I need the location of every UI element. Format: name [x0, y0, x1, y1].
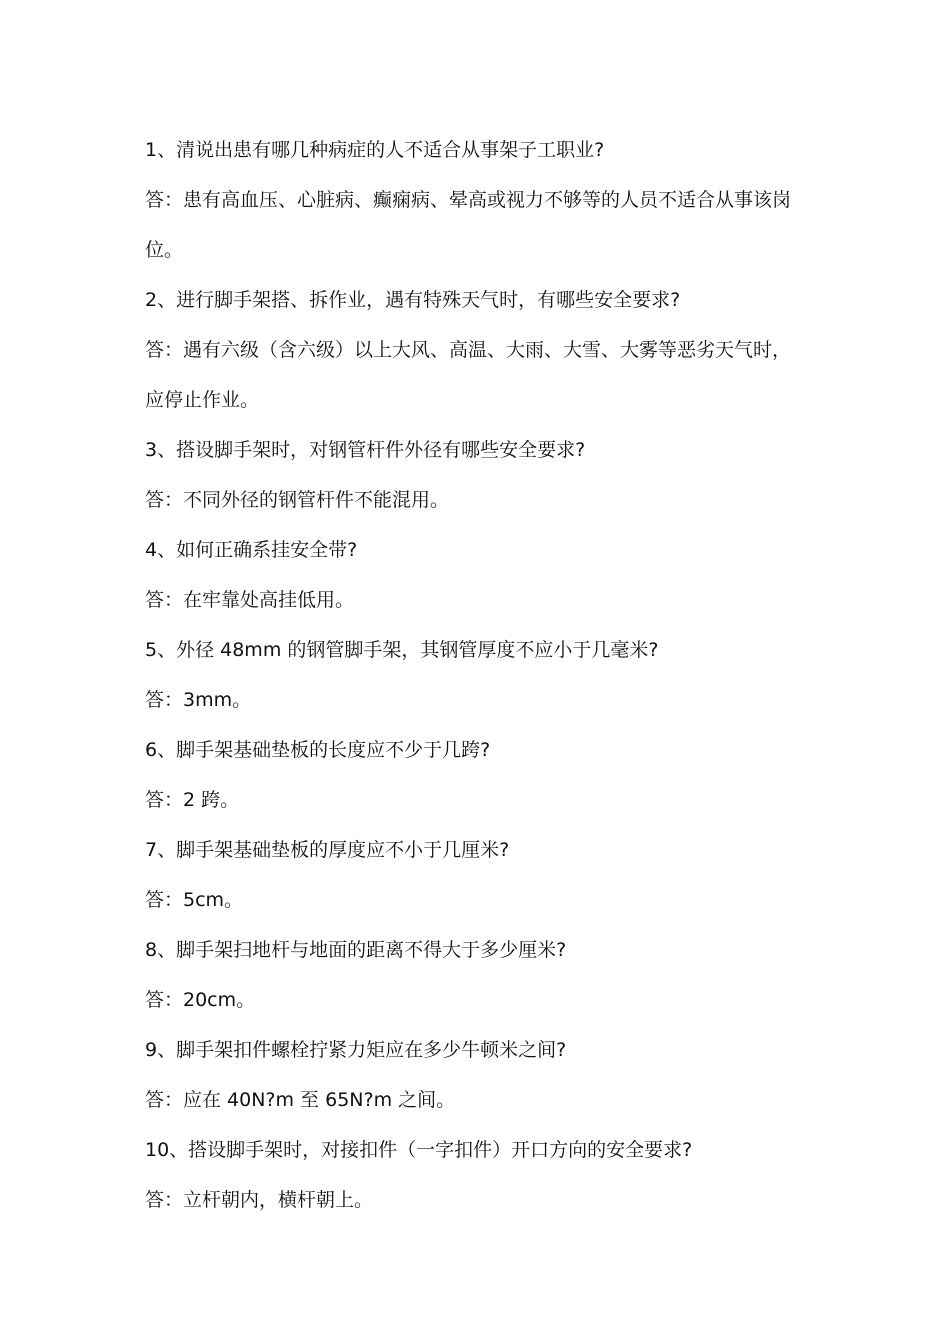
answer-3: 答：不同外径的钢管杆件不能混用。 [145, 489, 450, 511]
answer-1-continued: 位。 [145, 239, 184, 261]
answer-1: 答：患有高血压、心脏病、癫痫病、晕高或视力不够等的人员不适合从事该岗 [145, 189, 792, 211]
question-3: 3、搭设脚手架时，对钢管杆件外径有哪些安全要求? [145, 439, 586, 461]
question-2: 2、进行脚手架搭、拆作业，遇有特殊天气时，有哪些安全要求? [145, 289, 681, 311]
question-1: 1、清说出患有哪几种病症的人不适合从事架子工职业? [145, 139, 605, 161]
answer-9: 答：应在 40N?m 至 65N?m 之间。 [145, 1089, 456, 1111]
answer-5: 答：3mm。 [145, 689, 252, 711]
question-4: 4、如何正确系挂安全带? [145, 539, 358, 561]
question-9: 9、脚手架扣件螺栓拧紧力矩应在多少牛顿米之间? [145, 1039, 567, 1061]
question-8: 8、脚手架扫地杆与地面的距离不得大于多少厘米? [145, 939, 567, 961]
answer-2: 答：遇有六级（含六级）以上大风、高温、大雨、大雪、大雾等恶劣天气时， [145, 339, 792, 361]
question-10: 10、搭设脚手架时，对接扣件（一字扣件）开口方向的安全要求? [145, 1139, 693, 1161]
answer-6: 答：2 跨。 [145, 789, 240, 811]
answer-10: 答：立杆朝内，横杆朝上。 [145, 1189, 374, 1211]
answer-8: 答：20cm。 [145, 989, 256, 1011]
question-7: 7、脚手架基础垫板的厚度应不小于几厘米? [145, 839, 510, 861]
document-body [145, 125, 825, 1225]
answer-2-continued: 应停止作业。 [145, 389, 260, 411]
question-5: 5、外径 48mm 的钢管脚手架，其钢管厚度不应小于几毫米? [145, 639, 659, 661]
answer-7: 答：5cm。 [145, 889, 244, 911]
answer-4: 答：在牢靠处高挂低用。 [145, 589, 355, 611]
question-6: 6、脚手架基础垫板的长度应不少于几跨? [145, 739, 491, 761]
